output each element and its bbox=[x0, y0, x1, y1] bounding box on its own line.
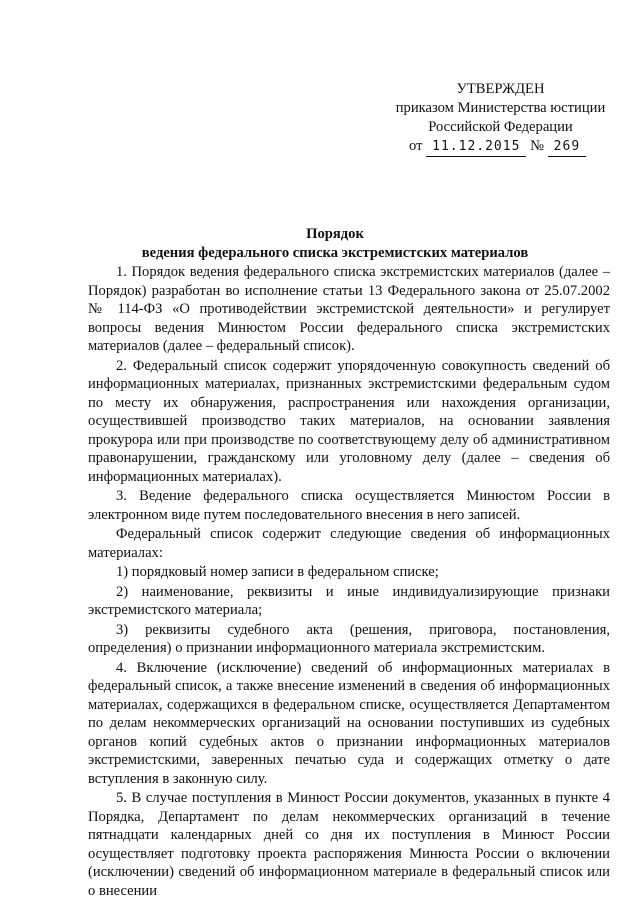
approval-federation-line: Российской Федерации bbox=[428, 119, 573, 135]
number-prefix: № bbox=[530, 138, 545, 154]
approval-stamp-block bbox=[383, 80, 618, 157]
paragraph-list-intro: Федеральный список содержит следующие сведения об информационных материалах: bbox=[88, 526, 610, 561]
list-item-2: 2) наименование, реквизиты и иные индивидуализирующие признаки экстремистского материала; bbox=[88, 583, 610, 618]
approval-date-row bbox=[383, 137, 618, 157]
paragraph-2: 2. Федеральный список содержит упорядоченную совокупность сведений об информационных материалах, признанных экстремистскими федеральным судом по месту их обнаружения, распространения или нахождения организации, осуществившей производство таких материалов, на основании заявления прокурора или при производстве по соответствующему делу об административном правонарушении, гражданскому или уголовному делу (далее – сведения об информационных материалах). bbox=[88, 357, 610, 485]
paragraph-3: 3. Ведение федерального списка осуществляется Минюстом России в электронном виде путем последовательного внесения в него записей. bbox=[88, 488, 610, 523]
paragraph-5: 5. В случае поступления в Минюст России документов, указанных в пункте 4 Порядка, Департамент по делам некоммерческих организаций в течение пятнадцати календарных дней со дня их поступления в Минюст России осуществляет подготовку проекта распоряжения Минюста России о включении (исключении) сведений об информационном материале в федеральный список или о внесении bbox=[88, 790, 610, 899]
title-line-2: ведения федерального списка экстремистских материалов bbox=[141, 245, 529, 261]
document-title bbox=[60, 225, 610, 263]
number-value: 269 bbox=[548, 137, 586, 157]
list-item-3: 3) реквизиты судебного акта (решения, приговора, постановления, определения) о признании информационного материала экстремистским. bbox=[88, 621, 610, 656]
approval-order-line: приказом Министерства юстиции bbox=[395, 100, 606, 116]
date-value: 11.12.2015 bbox=[426, 137, 526, 157]
title-line-1: Порядок bbox=[306, 226, 364, 242]
paragraph-4: 4. Включение (исключение) сведений об информационных материалах в федеральный список, а также внесение изменений в сведения об информационных материалах, содержащихся в федеральном списке, осуществляется Департаментом по делам некоммерческих организаций на основании поступивших из судебных органов копий судебных актов о признании информационных материалов экстремистскими, заверенных печатью суда и содержащих отметку о дате вступления в законную силу. bbox=[88, 659, 610, 787]
date-prefix: от bbox=[409, 138, 423, 154]
paragraph-1: 1. Порядок ведения федерального списка экстремистских материалов (далее – Порядок) разработан во исполнение статьи 13 Федерального закона от 25.07.2002 № 114-ФЗ «О противодействии экстремистской деятельности» и регулирует вопросы ведения Минюстом России федерального списка экстремистских материалов (далее – федеральный список). bbox=[88, 264, 610, 354]
list-item-1: 1) порядковый номер записи в федеральном списке; bbox=[116, 564, 439, 580]
document-body bbox=[88, 263, 610, 901]
approval-heading: УТВЕРЖДЕН bbox=[456, 81, 545, 97]
